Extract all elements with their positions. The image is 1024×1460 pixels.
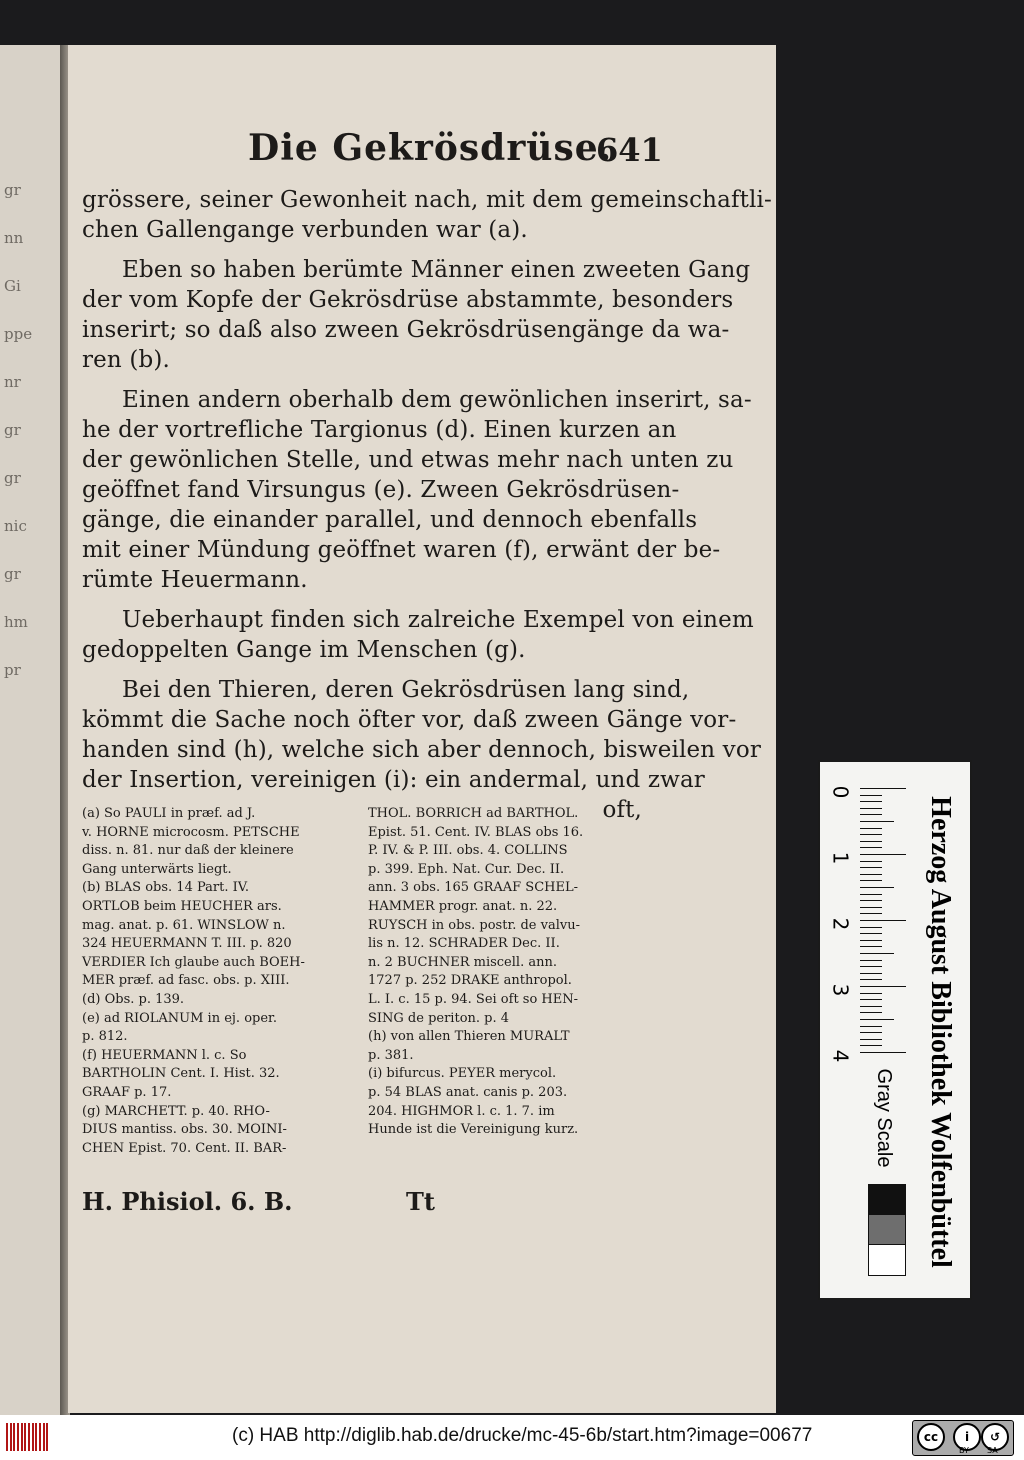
- body-text: [82, 185, 772, 825]
- barcode-bar: [32, 1423, 34, 1451]
- by-icon: i: [953, 1423, 981, 1451]
- left-page-fragment: Gi: [4, 277, 21, 295]
- ruler-tick: [860, 927, 882, 928]
- footnote-line: diss. n. 81. nur daß der kleinere: [82, 843, 294, 859]
- ruler-tick: [860, 940, 882, 941]
- ruler-tick: [860, 933, 882, 934]
- text-line: rümte Heuermann.: [82, 567, 308, 593]
- text-line: gänge, die einander parallel, und dennoch ebenfalls: [82, 507, 698, 533]
- footnote-line: (e) ad RIOLANUM in ej. oper.: [82, 1010, 277, 1026]
- barcode-bar: [10, 1423, 12, 1451]
- text-line: der vom Kopfe der Gekrösdrüse abstammte, besonders: [82, 287, 734, 313]
- ruler-number: 4: [828, 1049, 853, 1063]
- cc-by-sa-icon[interactable]: [912, 1420, 1014, 1456]
- ruler-tick: [860, 966, 882, 967]
- ruler-number: 1: [828, 851, 853, 865]
- footnote-line: L. I. c. 15 p. 94. Sei oft so HEN-: [368, 991, 579, 1007]
- ruler-tick: [860, 993, 882, 994]
- sa-label: SA: [987, 1446, 998, 1455]
- left-page-fragment: pr: [4, 661, 21, 679]
- ruler-tick: [860, 1032, 882, 1033]
- left-page-fragment: ppe: [4, 325, 33, 343]
- ruler-number: 2: [828, 917, 853, 931]
- barcode-bar: [17, 1423, 19, 1451]
- footnote-line: P. IV. & P. III. obs. 4. COLLINS: [368, 843, 568, 859]
- footnotes-right-column: [368, 805, 640, 1140]
- cc-icon: cc: [917, 1423, 945, 1451]
- barcode-bar: [24, 1423, 26, 1451]
- footnote-line: CHEN Epist. 70. Cent. II. BAR-: [82, 1140, 287, 1156]
- ruler-tick: [860, 861, 882, 862]
- left-page-fragment: nic: [4, 517, 27, 535]
- ruler-tick: [860, 808, 882, 809]
- barcode-bar: [46, 1423, 48, 1451]
- gray-swatch-dark: [868, 1184, 906, 1216]
- signature-mark: H. Phisiol. 6. B.: [82, 1187, 293, 1216]
- footnote-line: DIUS mantiss. obs. 30. MOINI-: [82, 1122, 287, 1138]
- ruler-tick: [860, 953, 894, 954]
- footnote-line: p. 812.: [82, 1029, 128, 1045]
- footnote-line: lis n. 12. SCHRADER Dec. II.: [368, 936, 560, 952]
- ruler-tick: [860, 900, 882, 901]
- scale-card-title: [912, 772, 968, 1292]
- ruler-tick: [860, 834, 882, 835]
- footnote-line: RUYSCH in obs. postr. de valvu-: [368, 917, 580, 933]
- footnote-line: 324 HEUERMANN T. III. p. 820: [82, 936, 292, 952]
- footnote-line: (g) MARCHETT. p. 40. RHO-: [82, 1103, 270, 1119]
- gray-swatch-light: [868, 1244, 906, 1276]
- ruler-tick: [860, 1006, 882, 1007]
- ruler-tick: [860, 841, 882, 842]
- gray-scale-label: [864, 1058, 904, 1178]
- footnote-line: (f) HEUERMANN l. c. So: [82, 1047, 247, 1063]
- ruler-tick: [860, 1012, 882, 1013]
- footnote-line: HAMMER progr. anat. n. 22.: [368, 898, 558, 914]
- footnote-line: mag. anat. p. 61. WINSLOW n.: [82, 917, 286, 933]
- left-page-fragment: gr: [4, 565, 21, 583]
- text-line: he der vortrefliche Targionus (d). Einen kurzen an: [82, 417, 677, 443]
- gray-swatch-mid: [868, 1214, 906, 1246]
- barcode-bar: [39, 1423, 41, 1451]
- barcode-bar: [21, 1423, 23, 1451]
- footnote-line: Hunde ist die Vereinigung kurz.: [368, 1122, 579, 1138]
- source-link[interactable]: (c) HAB http://diglib.hab.de/drucke/mc-45-6b/start.htm?image=00677: [232, 1425, 813, 1446]
- left-page-fragment: gr: [4, 181, 21, 199]
- footnote-line: (d) Obs. p. 139.: [82, 991, 185, 1007]
- footnote-line: p. 381.: [368, 1047, 414, 1063]
- ruler-tick: [860, 907, 882, 908]
- footnote-line: BARTHOLIN Cent. I. Hist. 32.: [82, 1066, 280, 1082]
- by-label: BY: [959, 1446, 969, 1455]
- footnote-line: 1727 p. 252 DRAKE anthropol.: [368, 973, 572, 989]
- ruler-tick: [860, 1019, 894, 1020]
- ruler-tick: [860, 973, 882, 974]
- ruler-tick: [860, 874, 882, 875]
- footnote-line: (h) von allen Thieren MURALT: [368, 1029, 570, 1045]
- ruler-tick: [860, 867, 882, 868]
- ruler-tick: [860, 821, 894, 822]
- text-line: gedoppelten Gange im Menschen (g).: [82, 637, 526, 663]
- ruler-tick: [860, 1026, 882, 1027]
- footnote-line: n. 2 BUCHNER miscell. ann.: [368, 954, 557, 970]
- ruler-tick: [860, 795, 882, 796]
- left-page-fragment: nr: [4, 373, 21, 391]
- footnote-line: (b) BLAS obs. 14 Part. IV.: [82, 880, 249, 896]
- ruler-tick: [860, 960, 882, 961]
- footnote-line: Gang unterwärts liegt.: [82, 861, 232, 877]
- ruler-tick: [860, 920, 906, 921]
- footnote-line: p. 399. Eph. Nat. Cur. Dec. II.: [368, 861, 565, 877]
- color-scale-card: [818, 760, 972, 1300]
- footnote-line: Epist. 51. Cent. IV. BLAS obs 16.: [368, 824, 584, 840]
- text-line: chen Gallengange verbunden war (a).: [82, 217, 528, 243]
- left-page-fragment: gr: [4, 469, 21, 487]
- footnote-line: MER præf. ad fasc. obs. p. XIII.: [82, 973, 290, 989]
- text-line: Einen andern oberhalb dem gewönlichen inserirt, sa-: [122, 387, 752, 413]
- book-page: [68, 45, 776, 1413]
- ruler-tick: [860, 887, 894, 888]
- ruler-tick: [860, 894, 882, 895]
- ruler-numbers: [828, 776, 858, 1076]
- left-page-edge: [0, 45, 61, 1415]
- footnote-line: v. HORNE microcosm. PETSCHE: [82, 824, 300, 840]
- catchword: Tt: [406, 1187, 435, 1216]
- ruler-number: 3: [828, 983, 853, 997]
- footnote-line: ann. 3 obs. 165 GRAAF SCHEL-: [368, 880, 578, 896]
- ruler-tick: [860, 986, 906, 987]
- page-number: 641: [596, 131, 663, 169]
- footnote-line: GRAAF p. 17.: [82, 1084, 172, 1100]
- ruler-ticks: [860, 776, 910, 1076]
- ruler-tick: [860, 979, 882, 980]
- text-line: grössere, seiner Gewonheit nach, mit dem gemeinschaftli-: [82, 187, 772, 213]
- gray-scale-label-text: Gray Scale: [873, 1068, 895, 1168]
- text-line: mit einer Mündung geöffnet waren (f), erwänt der be-: [82, 537, 721, 563]
- footnote-line: VERDIER Ich glaube auch BOEH-: [82, 954, 305, 970]
- text-line: Eben so haben berümte Männer einen zweeten Gang: [122, 257, 751, 283]
- barcode-bar: [13, 1423, 15, 1451]
- sa-icon: ↺: [981, 1423, 1009, 1451]
- barcode-bar: [28, 1423, 30, 1451]
- barcode-bar: [35, 1423, 37, 1451]
- text-line: Bei den Thieren, deren Gekrösdrüsen lang sind,: [122, 677, 690, 703]
- ruler-tick: [860, 1052, 906, 1053]
- ruler-tick: [860, 1045, 882, 1046]
- left-page-fragment: nn: [4, 229, 24, 247]
- footnote-line: ORTLOB beim HEUCHER ars.: [82, 898, 282, 914]
- ruler-tick: [860, 1039, 882, 1040]
- footnote-line: (a) So PAULI in præf. ad J.: [82, 806, 256, 821]
- barcode-bar: [43, 1423, 45, 1451]
- footnote-line: THOL. BORRICH ad BARTHOL.: [368, 806, 579, 821]
- text-line: geöffnet fand Virsungus (e). Zween Gekrösdrüsen-: [82, 477, 680, 503]
- ruler-tick: [860, 854, 906, 855]
- ruler-tick: [860, 801, 882, 802]
- running-head: Die Gekrösdrüse.: [248, 127, 613, 169]
- ruler-tick: [860, 847, 882, 848]
- ruler-tick: [860, 788, 906, 789]
- ruler-number: 0: [828, 785, 853, 799]
- footnote-line: (i) bifurcus. PEYER merycol.: [368, 1066, 557, 1082]
- footer-bar: [0, 1415, 1024, 1460]
- ruler-tick: [860, 999, 882, 1000]
- text-line: oft,: [602, 797, 642, 823]
- ruler: [826, 776, 908, 1076]
- footnotes-left-column: [82, 805, 354, 1158]
- footnote-line: p. 54 BLAS anat. canis p. 203.: [368, 1084, 568, 1100]
- text-line: ren (b).: [82, 347, 170, 373]
- text-line: inserirt; so daß also zween Gekrösdrüsengänge da wa-: [82, 317, 730, 343]
- text-line: kömmt die Sache noch öfter vor, daß zween Gänge vor-: [82, 707, 737, 733]
- left-page-fragment: gr: [4, 421, 21, 439]
- text-line: Ueberhaupt finden sich zalreiche Exempel von einem: [122, 607, 754, 633]
- ruler-tick: [860, 880, 882, 881]
- scale-card-title-text: Herzog August Bibliothek Wolfenbüttel: [925, 796, 956, 1268]
- text-line: der Insertion, vereinigen (i): ein andermal, und zwar: [82, 767, 705, 793]
- ruler-tick: [860, 828, 882, 829]
- barcode-bar: [6, 1423, 8, 1451]
- barcode-icon: [6, 1423, 48, 1451]
- ruler-tick: [860, 946, 882, 947]
- left-page-fragment: hm: [4, 613, 28, 631]
- text-line: der gewönlichen Stelle, und etwas mehr nach unten zu: [82, 447, 734, 473]
- text-line: handen sind (h), welche sich aber dennoch, bisweilen vor: [82, 737, 761, 763]
- ruler-tick: [860, 913, 882, 914]
- footnote-line: 204. HIGHMOR l. c. 1. 7. im: [368, 1103, 555, 1119]
- footnote-line: SING de periton. p. 4: [368, 1010, 510, 1026]
- ruler-tick: [860, 814, 882, 815]
